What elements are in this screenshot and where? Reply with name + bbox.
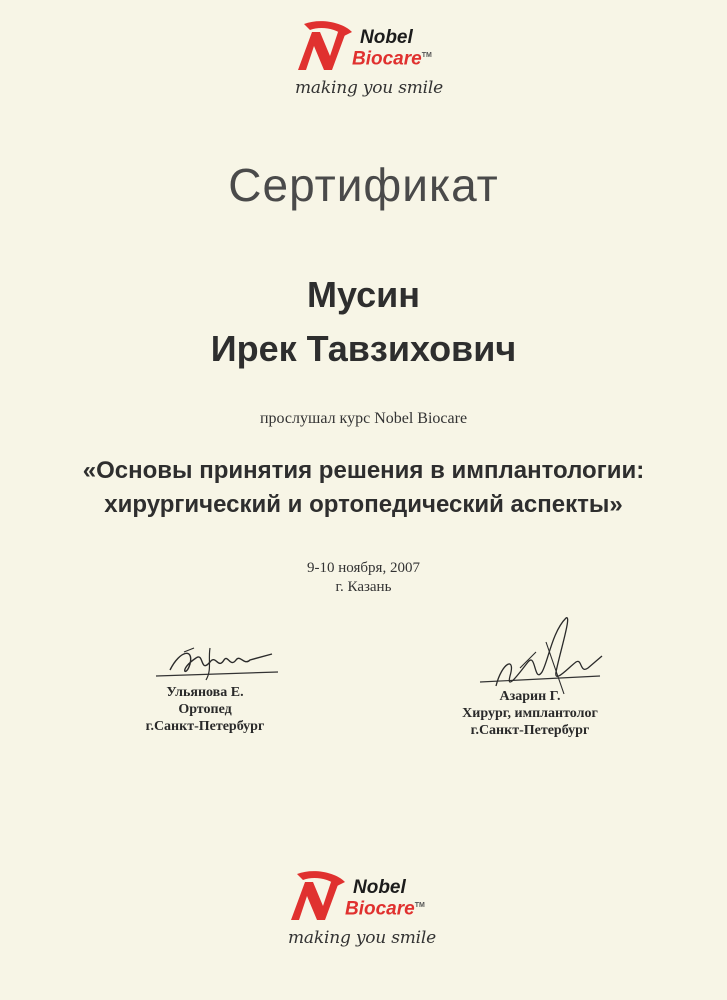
course-city: г. Казань <box>335 579 392 595</box>
signer-right-role: Хирург, имплантолог <box>462 706 598 721</box>
logo-tagline: making you smile <box>288 928 436 948</box>
signer-right-city: г.Санкт-Петербург <box>470 723 590 738</box>
course-title-line2: хирургический и ортопедический аспекты» <box>104 491 623 518</box>
course-title <box>20 454 707 522</box>
course-date: 9-10 ноября, 2007 <box>307 560 420 576</box>
logo-brand-line1: Nobel <box>360 27 413 48</box>
logo-brand-line2: Biocare™ <box>352 48 432 70</box>
recipient-given-names: Ирек Тавзихович <box>210 328 517 369</box>
signer-right-name: Азарин Г. <box>499 689 561 704</box>
nobel-n-emblem-icon <box>283 868 353 928</box>
recipient-surname: Мусин <box>306 274 420 315</box>
signer-left <box>120 684 290 735</box>
signer-left-role: Ортопед <box>178 702 232 717</box>
course-title-line1: «Основы принятия решения в имплантологии: <box>82 457 645 484</box>
attended-text: прослушал курс Nobel Biocare <box>259 410 468 427</box>
signer-left-name: Ульянова Е. <box>166 685 244 700</box>
nobel-n-emblem-icon <box>290 18 360 78</box>
signature-left <box>150 640 290 690</box>
signer-left-city: г.Санкт-Петербург <box>145 719 265 734</box>
logo-tagline: making you smile <box>295 78 443 98</box>
certificate-title: Сертификат <box>228 159 499 211</box>
logo-brand-line1: Nobel <box>353 877 406 898</box>
signer-right <box>430 688 630 739</box>
nobel-biocare-logo-bottom <box>283 868 483 958</box>
logo-brand-line2: Biocare™ <box>345 898 425 920</box>
nobel-biocare-logo-top <box>290 18 490 108</box>
